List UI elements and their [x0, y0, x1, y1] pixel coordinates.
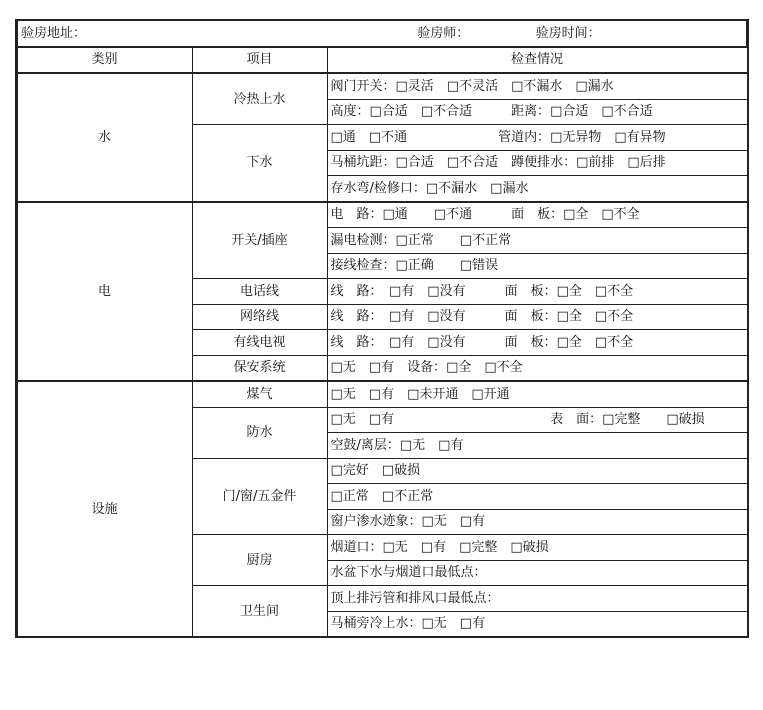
item-cell: 卫生间 [192, 586, 327, 637]
check-line: 空鼓/离层：□无 □有 [327, 433, 747, 459]
check-line: 高度：□合适 □不合适 距离：□合适 □不合适 [327, 99, 747, 125]
item-cell: 网络线 [192, 304, 327, 330]
item-cell: 厨房 [192, 535, 327, 586]
category-cell: 水 [17, 73, 192, 202]
category-cell: 设施 [17, 381, 192, 637]
check-line: 马桶坑距：□合适 □不合适 蹲便排水：□前排 □后排 [327, 150, 747, 176]
check-line: 顶上排污管和排风口最低点： [327, 586, 747, 612]
inspector-label: 验房师： [417, 25, 470, 41]
check-line: □无 □有 □未开通 □开通 [327, 381, 747, 407]
check-line: 马桶旁冷上水：□无 □有 [327, 611, 747, 637]
form-row [17, 202, 747, 228]
check-line: 水盆下水与烟道口最低点： [327, 560, 747, 586]
check-line: 烟道口：□无 □有 □完整 □破损 [327, 535, 747, 561]
check-line: 电 路：□通 □不通 面 板：□全 □不全 [327, 202, 747, 228]
check-line: □正常 □不正常 [327, 484, 747, 510]
check-line: 存水弯/检修口：□不漏水 □漏水 [327, 176, 747, 202]
item-cell: 下水 [192, 125, 327, 202]
header-row [17, 47, 747, 74]
check-line: 窗户渗水迹象：□无 □有 [327, 509, 747, 535]
address-label: 验房地址： [21, 25, 87, 41]
header-result: 检查情况 [327, 47, 747, 74]
item-cell: 有线电视 [192, 330, 327, 356]
form-row [17, 381, 747, 407]
check-line: □无 □有 表 面：□完整 □破损 [327, 407, 747, 433]
category-cell: 电 [17, 202, 192, 382]
inspection-form-table [16, 20, 748, 637]
check-line: □无 □有 设备：□全 □不全 [327, 355, 747, 381]
item-cell: 电话线 [192, 279, 327, 305]
item-cell: 防水 [192, 407, 327, 458]
check-line: 线 路： □有 □没有 面 板：□全 □不全 [327, 304, 747, 330]
check-line: 阀门开关：□灵活 □不灵活 □不漏水 □漏水 [327, 73, 747, 99]
item-cell: 保安系统 [192, 355, 327, 381]
item-cell: 开关/插座 [192, 202, 327, 279]
item-cell: 门/窗/五金件 [192, 458, 327, 535]
form-row [17, 73, 747, 99]
check-line: 线 路： □有 □没有 面 板：□全 □不全 [327, 330, 747, 356]
header-item: 项目 [192, 47, 327, 74]
time-label: 验房时间： [535, 25, 601, 41]
check-line: 接线检查：□正确 □错误 [327, 253, 747, 279]
header-category: 类别 [17, 47, 192, 74]
check-line: 线 路： □有 □没有 面 板：□全 □不全 [327, 279, 747, 305]
item-cell: 冷热上水 [192, 73, 327, 125]
check-line: □通 □不通 管道内：□无异物 □有异物 [327, 125, 747, 151]
item-cell: 煤气 [192, 381, 327, 407]
info-bar [17, 21, 747, 47]
check-line: 漏电检测：□正常 □不正常 [327, 228, 747, 254]
info-bar-row [17, 21, 747, 47]
check-line: □完好 □破损 [327, 458, 747, 484]
